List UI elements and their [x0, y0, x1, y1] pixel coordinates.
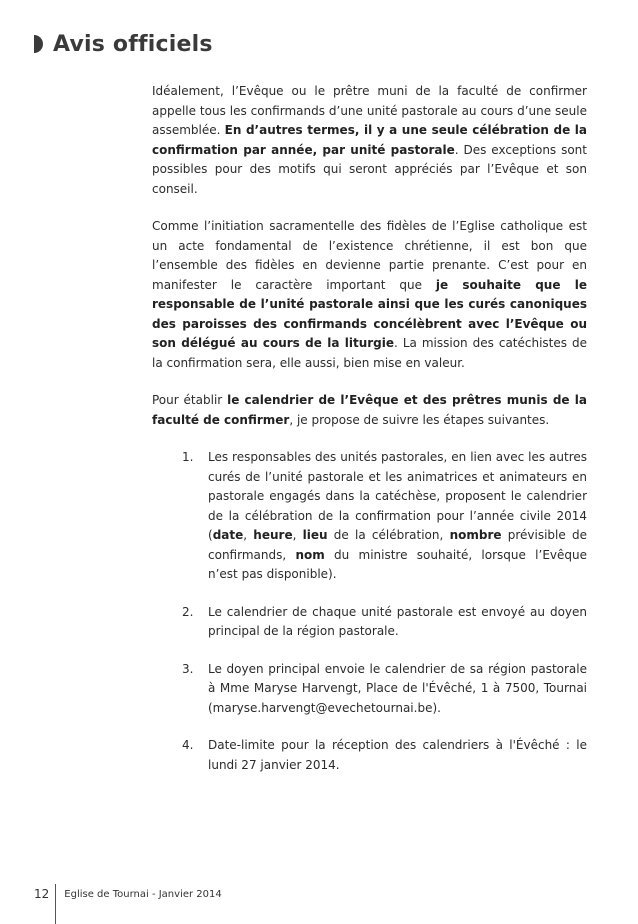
list-text: Le doyen principal envoie le calendrier de sa région pastorale à Mme Maryse Harvengt, Place de l'Évêché, 1 à 7500, Tournai (maryse.harvengt@evechetournai.be). — [208, 661, 587, 715]
publication-name: Eglise de Tournai - Janvier 2014 — [64, 888, 222, 900]
list-number: 2. — [182, 604, 194, 619]
list-item — [152, 736, 587, 775]
list-item — [152, 603, 587, 642]
steps-list — [152, 448, 587, 775]
list-text: Les responsables des unités pastorales, en lien avec les autres curés de l’unité pastorale et les animatrices et animateurs en pastorale engagés dans la catéchèse, proposent le calendrier de la célébration de la confirmation pour l’année civile 2014 (date, heure, lieu de la célébration, nombre prévisible de confirmands, nom du ministre souhaité, lorsque l’Evêque n’est pas disponible). — [208, 450, 587, 581]
list-text: Date-limite pour la réception des calendriers à l'Évêché : le lundi 27 janvier 2014. — [208, 738, 587, 772]
emphasis: je souhaite que le responsable de l’unité pastorale ainsi que les curés canoniques des paroisses des confirmands concélèbrent avec l’Evêque ou son délégué au cours de la liturgie — [152, 277, 587, 350]
footer-divider — [55, 884, 56, 924]
list-item — [152, 448, 587, 585]
emphasis: En d’autres termes, il y a une seule célébration de la confirmation par année, par unité pastorale — [152, 123, 588, 157]
list-number: 1. — [182, 450, 194, 464]
section-header — [34, 26, 213, 62]
page-number: 12 — [34, 887, 50, 901]
bullet-icon — [34, 35, 43, 53]
paragraph-2: Comme l’initiation sacramentelle des fidèles de l’Eglise catholique est un acte fondamental de l’existence chrétienne, il est bon que l’ensemble des fidèles en devienne partie prenante. C’est pour en manifester le caractère important que je souhaite que le responsable de l’unité pastorale ainsi que les curés canoniques des paroisses des confirmands concélèbrent avec l’Evêque ou son délégué au cours de la liturgie. La mission des catéchistes de la confirmation sera, elle aussi, bien mise en valeur. — [152, 219, 587, 370]
article-body — [152, 82, 587, 793]
list-number: 4. — [182, 738, 194, 752]
paragraph-3: Pour établir le calendrier de l’Evêque et des prêtres munis de la faculté de confirmer, je propose de suivre les étapes suivantes. — [152, 393, 587, 427]
section-title: Avis officiels — [53, 31, 213, 57]
emphasis: le calendrier de l’Evêque et des prêtres munis de la faculté de confirmer — [152, 393, 587, 427]
list-number: 3. — [182, 661, 194, 676]
paragraph-1: Idéalement, l’Evêque ou le prêtre muni de la faculté de confirmer appelle tous les confirmands d’une unité pastorale au cours d’une seule assemblée. En d’autres termes, il y a une seule célébration de la confirmation par année, par unité pastorale. Des exceptions sont possibles pour des motifs qui seront appréciés par l’Evêque et son conseil. — [152, 84, 588, 196]
list-text: Le calendrier de chaque unité pastorale est envoyé au doyen principal de la région pastorale. — [208, 604, 587, 638]
page-footer — [34, 884, 222, 904]
list-item — [152, 660, 587, 719]
